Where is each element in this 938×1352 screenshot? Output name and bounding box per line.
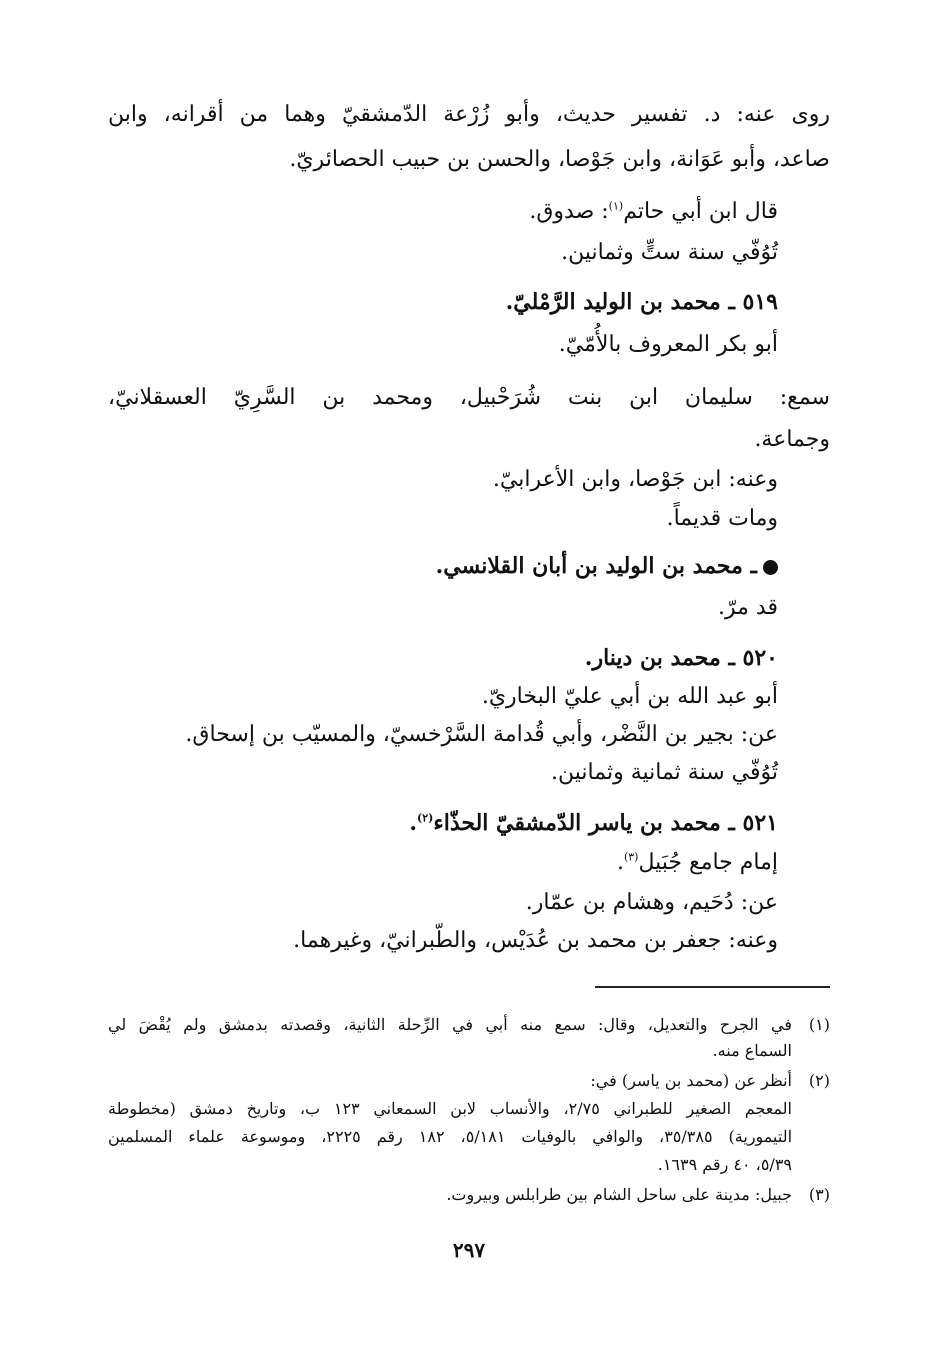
text-line: أبو عبد الله بن أبي عليّ البخاريّ. xyxy=(481,684,778,709)
text-line: صاعد، وأبو عَوَانة، وابن جَوْصا، والحسن بن حبيب الحصائريّ. xyxy=(289,147,830,172)
text-line: أبو بكر المعروف بالأُمّيّ. xyxy=(558,332,778,357)
text-line xyxy=(529,197,778,227)
footnote-ref: (١) xyxy=(608,199,624,213)
text-line: تُوُفّي سنة ثمانية وثمانين. xyxy=(551,760,778,785)
crossref-title: ـ محمد بن الوليد بن أبان القلانسي. xyxy=(435,553,757,579)
footnote-text: ٥/٣٩، ٤٠ رقم ١٦٣٩. xyxy=(657,1155,792,1174)
footnote-number: (١) xyxy=(808,1015,830,1034)
footnote-text: جبيل: مدينة على ساحل الشام بين طرابلس وبيروت. xyxy=(446,1185,792,1204)
text-fragment: قال ابن أبي حاتم xyxy=(623,199,778,224)
text-line: ومات قديماً. xyxy=(666,506,778,531)
text-line: وعنه: جعفر بن محمد بن عُدَيْس، والطّبرانيّ، وغيرهما. xyxy=(293,928,778,953)
text-line: تُوُفّي سنة ستٍّ وثمانين. xyxy=(561,240,778,265)
footnote-text: في الجرح والتعديل، وقال: سمع منه أبي في الرِّحلة الثانية، وقصدته بدمشق ولم يُقْضَ لي xyxy=(108,1015,792,1034)
text-line: روى عنه: د. تفسير حديث، وأبو زُرْعة الدّمشقيّ وهما من أقرانه، وابن xyxy=(108,102,830,127)
footnote-text: التيمورية) ٣٥/٣٨٥، والوافي بالوفيات ٥/١٨١، ١٨٢ رقم ٢٢٢٥، وموسوعة علماء المسلمين xyxy=(108,1127,793,1146)
crossref-heading xyxy=(436,551,778,581)
bullet-icon xyxy=(763,560,778,575)
text-line: سمع: سليمان ابن بنت شُرَحْبيل، ومحمد بن السَّرِيّ العسقلانيّ، xyxy=(108,385,830,410)
text-line: عن: بجير بن النَّضْر، وأبي قُدامة السَّرْخسيّ، والمسيّب بن إسحاق. xyxy=(185,722,778,747)
footnote-number: (٢) xyxy=(808,1071,830,1090)
footnote-text: السماع منه. xyxy=(712,1041,792,1060)
entry-heading: ٥١٩ ـ محمد بن الوليد الرَّمْليّ. xyxy=(505,289,778,315)
text-fragment: . xyxy=(616,850,624,875)
text-line: وعنه: ابن جَوْصا، وابن الأعرابيّ. xyxy=(492,467,778,492)
footnote-ref: (٢) xyxy=(417,811,434,825)
footnote-text: المعجم الصغير للطبراني ٢/٧٥، والأنساب لابن السمعاني ١٢٣ ب، وتاريخ دمشق (مخطوطة xyxy=(108,1099,793,1118)
footnote-divider xyxy=(595,986,830,988)
page-number: ٢٩٧ xyxy=(452,1238,486,1262)
text-line xyxy=(617,848,778,878)
footnote-ref: (٣) xyxy=(623,850,639,864)
entry-title: ٥٢١ ـ محمد بن ياسر الدّمشقيّ الحذّاء xyxy=(433,810,778,836)
entry-heading xyxy=(409,808,778,838)
text-fragment: إمام جامع جُبَيل xyxy=(638,850,778,875)
text-line: عن: دُحَيم، وهشام بن عمّار. xyxy=(525,890,778,915)
text-line: قد مرّ. xyxy=(718,595,778,620)
text-fragment: . xyxy=(409,810,417,836)
footnote-text: أنظر عن (محمد بن ياسر) في: xyxy=(590,1071,792,1090)
text-line: وجماعة. xyxy=(754,427,830,452)
entry-heading: ٥٢٠ ـ محمد بن دينار. xyxy=(584,645,778,671)
footnote-number: (٣) xyxy=(808,1185,830,1204)
text-fragment: : صدوق. xyxy=(529,199,609,224)
